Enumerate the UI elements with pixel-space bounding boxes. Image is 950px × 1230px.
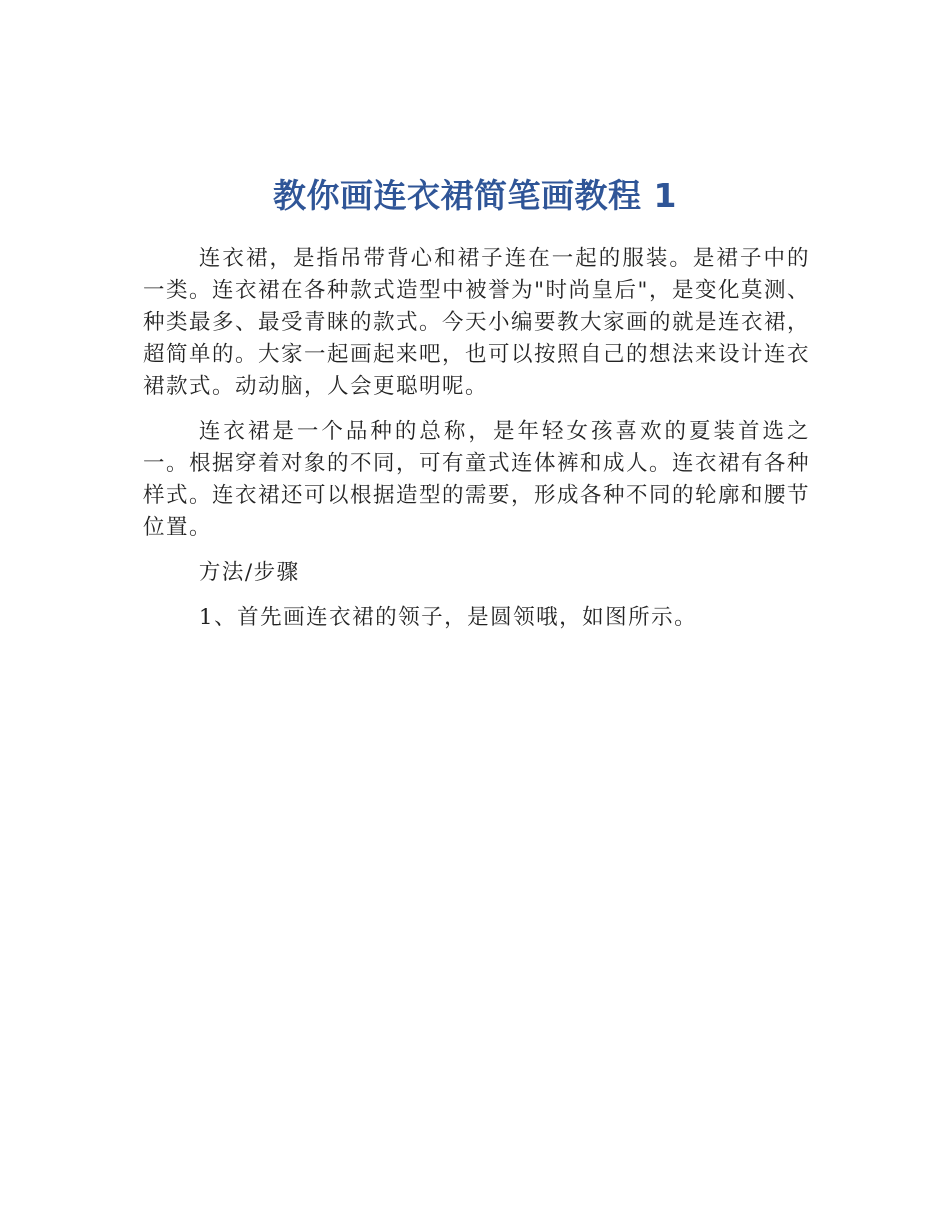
document-title: 教你画连衣裙简笔画教程 1 [273,176,677,216]
paragraph-description: 连衣裙是一个品种的总称，是年轻女孩喜欢的夏装首选之一。根据穿着对象的不同，可有童式连体裤和成人。连衣裙有各种样式。连衣裙还可以根据造型的需要，形成各种不同的轮廓和腰节位置。 [143,419,811,540]
document-body [143,243,810,647]
paragraph-intro: 连衣裙，是指吊带背心和裙子连在一起的服装。是裙子中的一类。连衣裙在各种款式造型中被誉为"时尚皇后"，是变化莫测、种类最多、最受青睐的款式。今天小编要教大家画的就是连衣裙，超简单的。大家一起画起来吧，也可以按照自己的想法来设计连衣裙款式。动动脑，人会更聪明呢。 [143,246,811,399]
step-1: 1、首先画连衣裙的领子，是圆领哦，如图所示。 [198,605,698,630]
steps-heading: 方法/步骤 [198,560,300,585]
